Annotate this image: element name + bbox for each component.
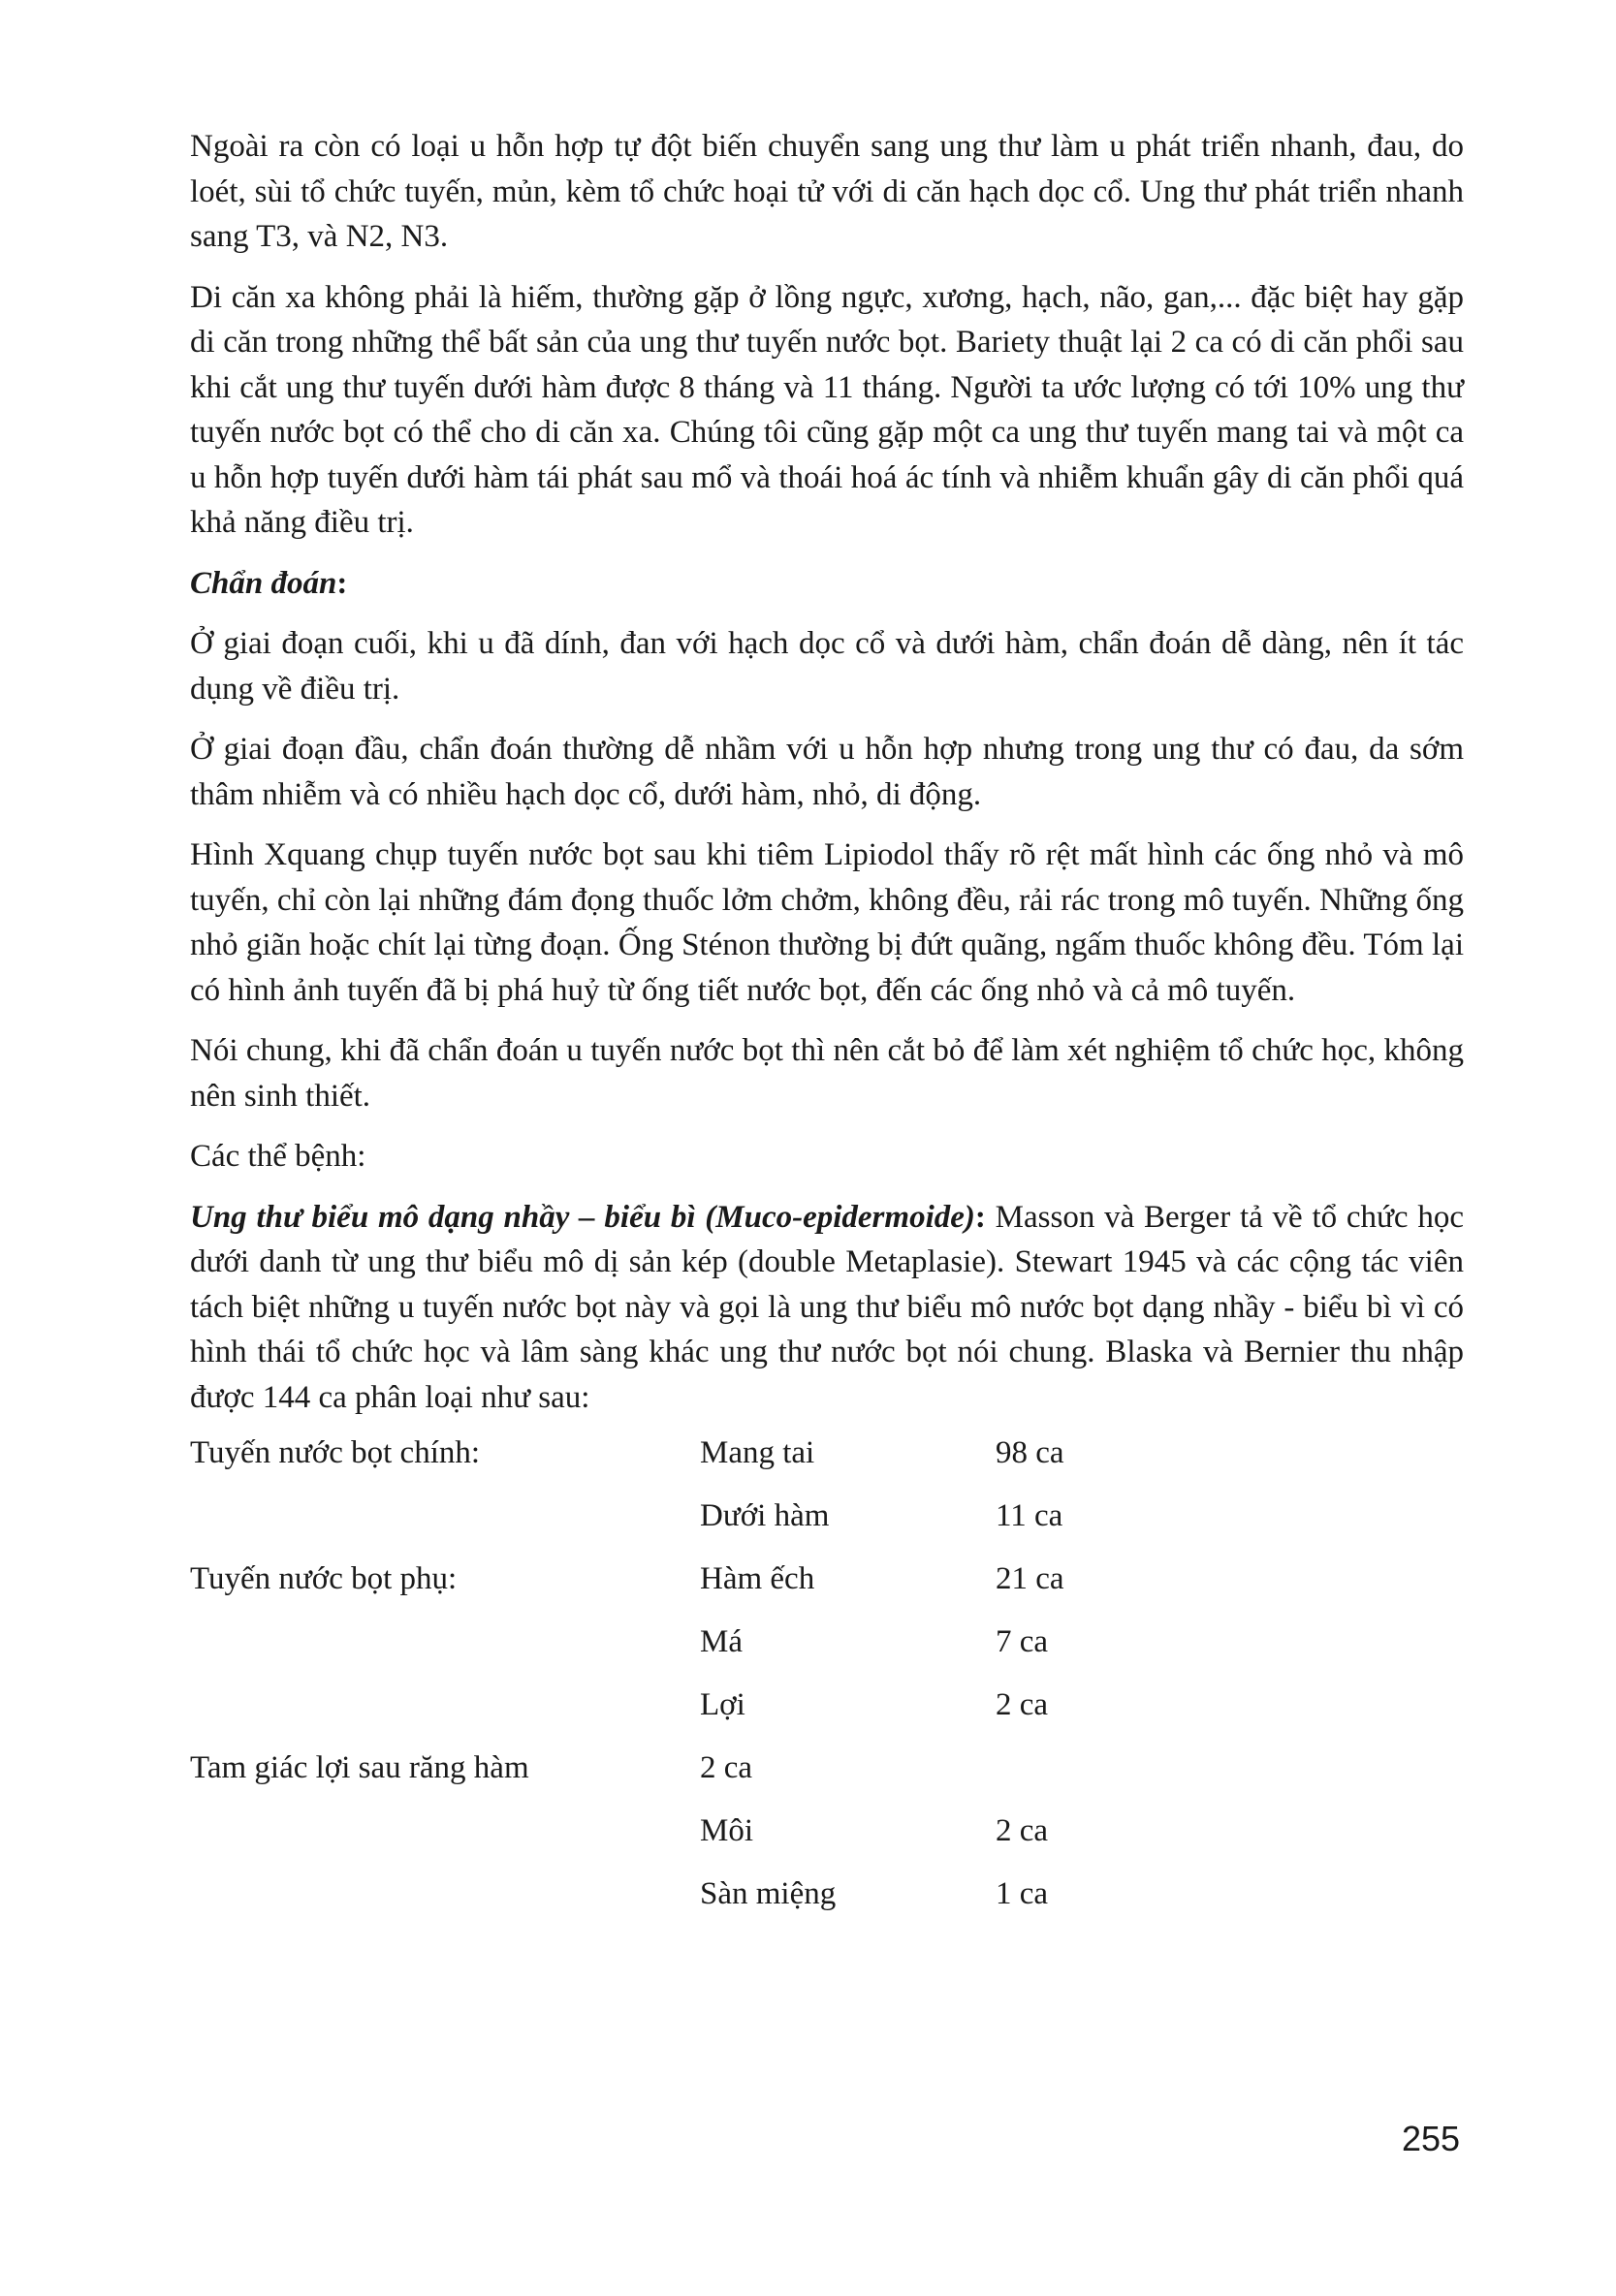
table-cell-count: 7 ca bbox=[996, 1624, 1049, 1659]
paragraph-general-recommendation: Nói chung, khi đã chẩn đoán u tuyến nước bọt thì nên cắt bỏ để làm xét nghiệm tổ chức học, không nên sinh thiết. bbox=[190, 1033, 1464, 1114]
table-row bbox=[190, 1435, 1464, 1498]
page-number: 255 bbox=[1402, 2119, 1461, 2158]
table-row bbox=[190, 1687, 1464, 1750]
paragraph-distant-metastasis: Di căn xa không phải là hiếm, thường gặp ở lồng ngực, xương, hạch, não, gan,... đặc biệt hay gặp di căn trong những thể bất sản của ung thư tuyến nước bọt. Bariety thuật lại 2 ca có di căn phổi sau khi cắt ung thư tuyến dưới hàm được 8 tháng và 11 tháng. Người ta ước lượng có tới 10% ung thư tuyến nước bọt có thể cho di căn xa. Chúng tôi cũng gặp một ca ung thư tuyến mang tai và một ca u hỗn hợp tuyến dưới hàm tái phát sau mổ và thoái hoá ác tính và nhiễm khuẩn gây di căn phổi quá khả năng điều trị. bbox=[190, 279, 1464, 540]
table-cell-location: Mang tai bbox=[700, 1435, 815, 1470]
table-row bbox=[190, 1876, 1464, 1939]
paragraph-mixed-tumor-transformation: Ngoài ra còn có loại u hỗn hợp tự đột biến chuyển sang ung thư làm u phát triển nhanh, đau, do loét, sùi tổ chức tuyến, mủn, kèm tổ chức hoại tử với di căn hạch dọc cổ. Ung thư phát triển nhanh sang T3, và N2, N3. bbox=[190, 129, 1464, 254]
table-cell-count: 98 ca bbox=[996, 1435, 1064, 1470]
diagnosis-heading bbox=[190, 561, 1464, 607]
table-cell-location: Hàm ếch bbox=[700, 1561, 815, 1596]
table-cell-count: 21 ca bbox=[996, 1561, 1064, 1596]
paragraph-xray-findings: Hình Xquang chụp tuyến nước bọt sau khi tiêm Lipiodol thấy rõ rệt mất hình các ống nhỏ và mô tuyến, chỉ còn lại những đám đọng thuốc lởm chởm, không đều, rải rác trong mô tuyến. Những ống nhỏ giãn hoặc chít lại từng đoạn. Ống Sténon thường bị đứt quãng, ngấm thuốc không đều. Tóm lại có hình ảnh tuyến đã bị phá huỷ từ ống tiết nước bọt, đến các ống nhỏ và cả mô tuyến. bbox=[190, 837, 1464, 1008]
table-cell-group: Tuyến nước bọt phụ: bbox=[190, 1561, 458, 1596]
table-cell-count: 2 ca bbox=[996, 1687, 1049, 1722]
table-row bbox=[190, 1561, 1464, 1624]
mucoepidermoid-title: Ung thư biểu mô dạng nhầy – biểu bì (Muco-epidermoide) bbox=[190, 1199, 975, 1235]
table-cell-location: Má bbox=[700, 1624, 743, 1659]
paragraph-mucoepidermoid bbox=[190, 1195, 1464, 1421]
table-cell-group: Tuyến nước bọt chính: bbox=[190, 1435, 481, 1470]
classification-table bbox=[190, 1435, 1464, 1939]
table-cell-count: 1 ca bbox=[996, 1876, 1049, 1911]
table-cell-count: 2 ca bbox=[996, 1813, 1049, 1848]
table-cell-location: Lợi bbox=[700, 1687, 745, 1722]
paragraph-disease-types-label: Các thể bệnh: bbox=[190, 1139, 366, 1174]
table-cell-location: Dưới hàm bbox=[700, 1498, 830, 1533]
table-row bbox=[190, 1624, 1464, 1687]
table-cell-location: Sàn miệng bbox=[700, 1876, 837, 1911]
diagnosis-heading-colon: : bbox=[336, 565, 348, 601]
table-row bbox=[190, 1813, 1464, 1876]
document-page bbox=[190, 124, 1464, 1939]
mucoepidermoid-text: Masson và Berger tả về tổ chức học dưới danh từ ung thư biểu mô dị sản kép (double Metaplasie). Stewart 1945 và các cộng tác viên tách biệt những u tuyến nước bọt này và gọi là ung thư biểu mô nước bọt dạng nhầy - biểu bì vì có hình thái tổ chức học và lâm sàng khác ung thư nước bọt nói chung. Blaska và Bernier thu nhập được 144 ca phân loại như sau: bbox=[190, 1199, 1464, 1415]
table-cell-group: Tam giác lợi sau răng hàm bbox=[190, 1750, 529, 1785]
paragraph-early-stage-diagnosis: Ở giai đoạn đầu, chẩn đoán thường dễ nhầm với u hỗn hợp nhưng trong ung thư có đau, da sớm thâm nhiễm và có nhiều hạch dọc cổ, dưới hàm, nhỏ, di động. bbox=[190, 732, 1464, 812]
table-row bbox=[190, 1750, 1464, 1813]
paragraph-late-stage-diagnosis: Ở giai đoạn cuối, khi u đã dính, đan với hạch dọc cổ và dưới hàm, chẩn đoán dễ dàng, nên ít tác dụng về điều trị. bbox=[190, 626, 1464, 707]
diagnosis-heading-text: Chẩn đoán bbox=[190, 565, 337, 601]
table-cell-location: Môi bbox=[700, 1813, 754, 1848]
table-row bbox=[190, 1498, 1464, 1561]
mucoepidermoid-colon: : bbox=[974, 1199, 986, 1235]
table-cell-count: 11 ca bbox=[996, 1498, 1063, 1533]
table-cell-location: 2 ca bbox=[700, 1750, 753, 1785]
